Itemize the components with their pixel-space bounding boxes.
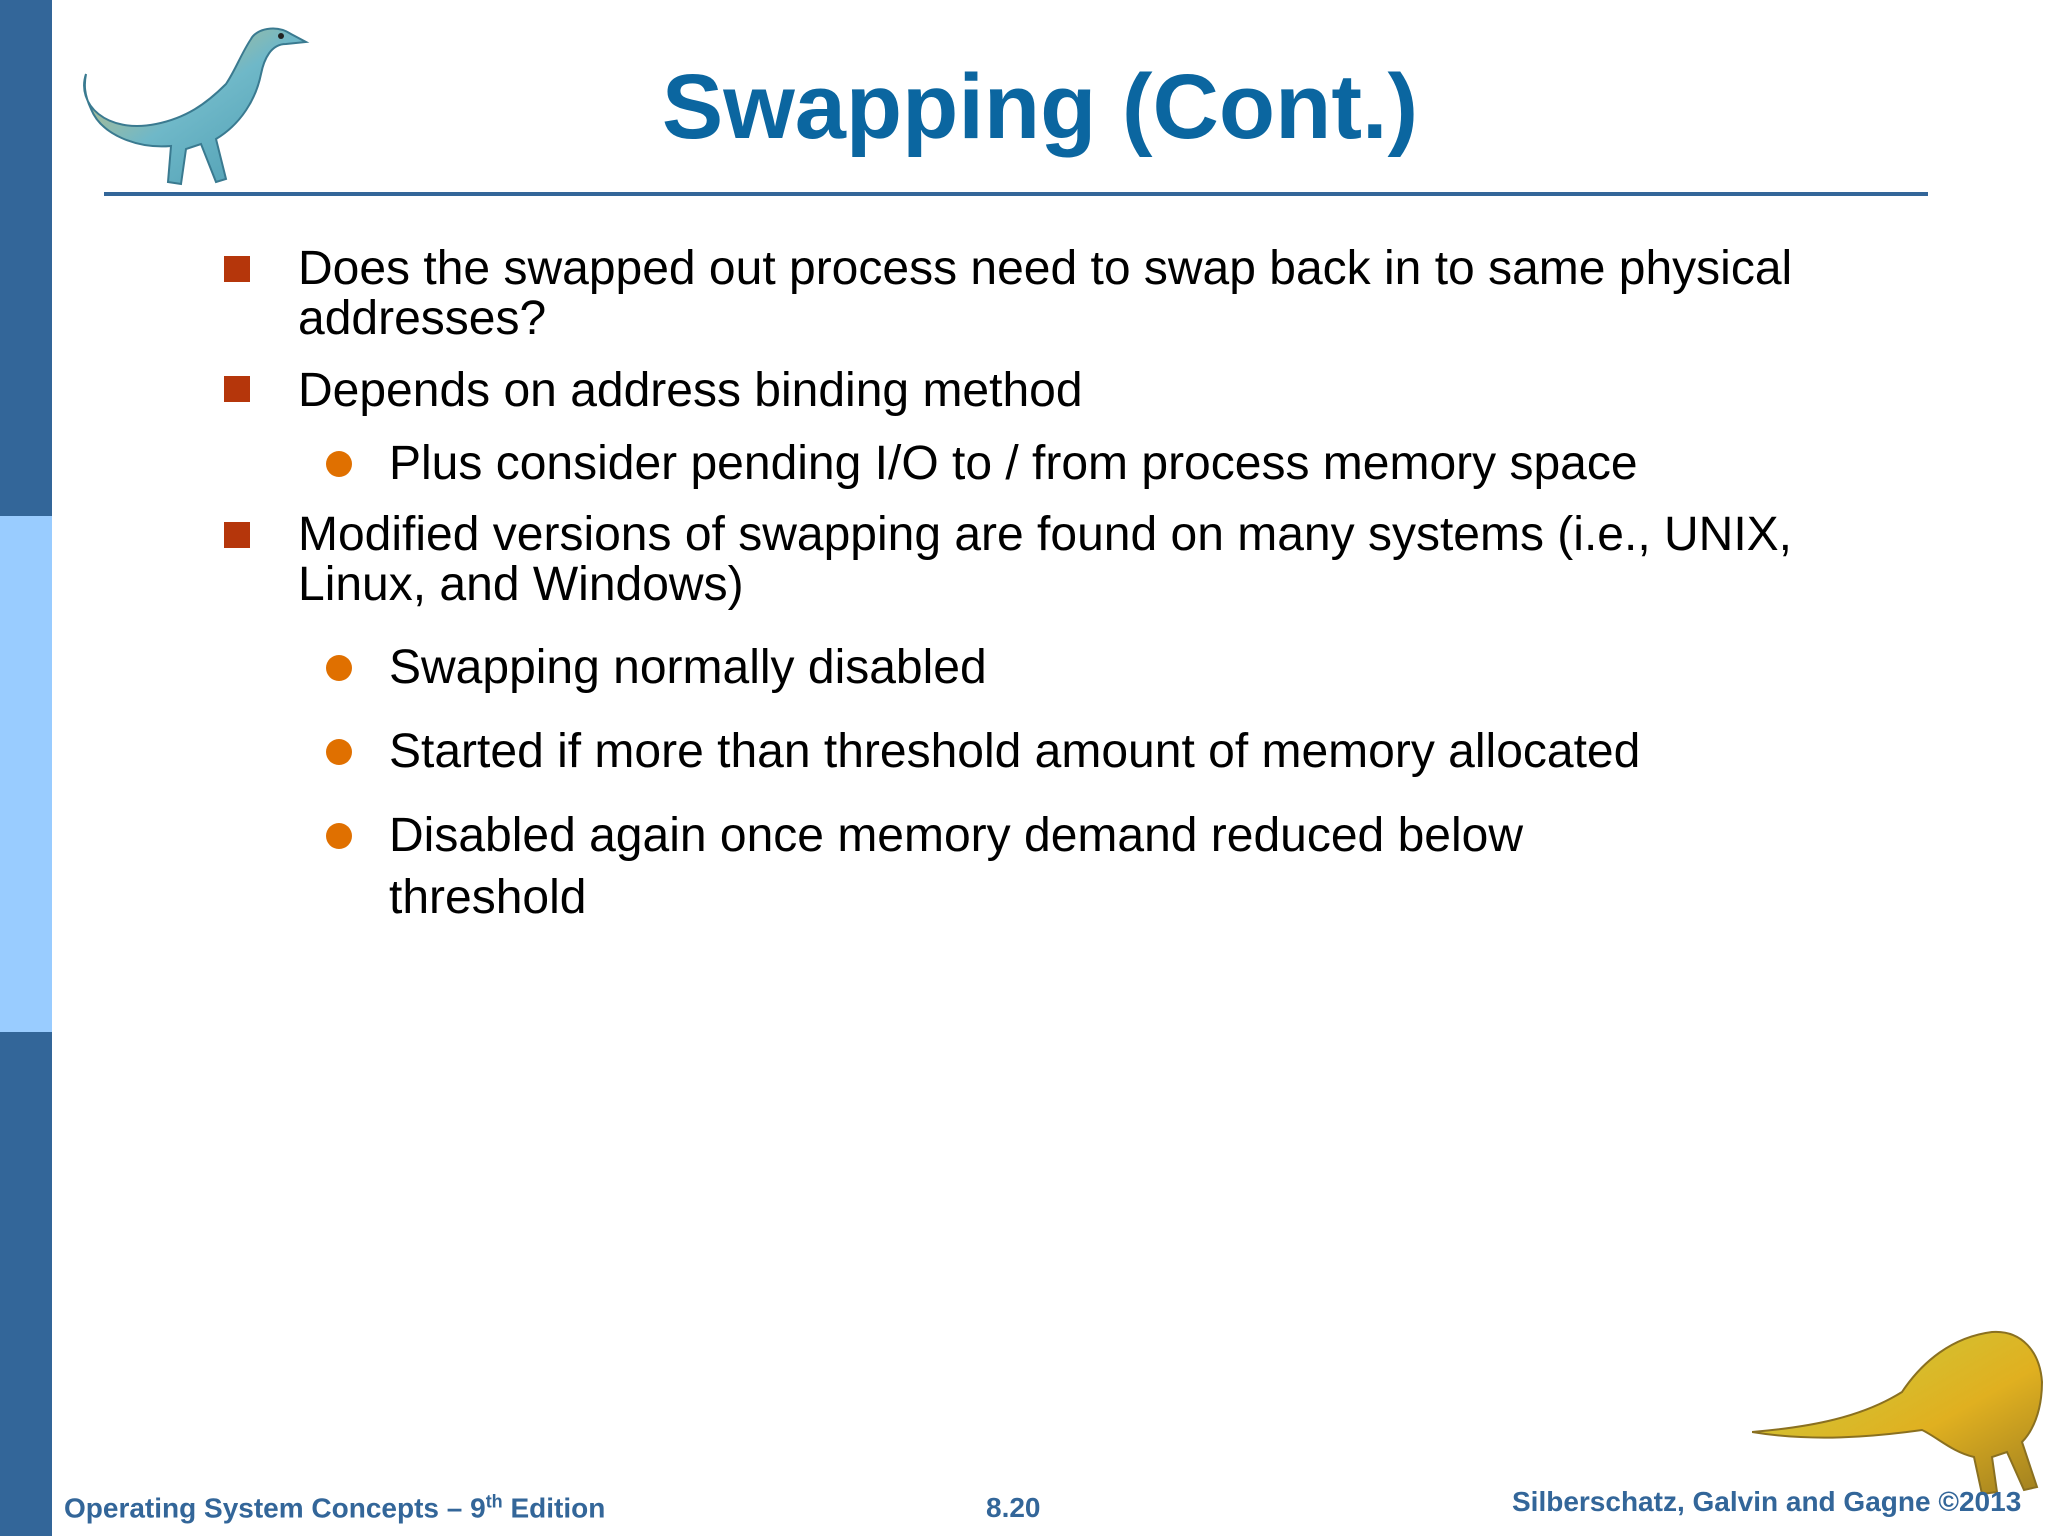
bullet-item: Depends on address binding method [298,364,1083,417]
bullet-item: Does the swapped out process need to swap back in to same physical addresses? [298,242,1793,345]
sub-bullet-item: Started if more than threshold amount of memory allocated [389,725,1641,778]
round-bullet-icon [326,739,352,765]
sub-bullet-item: Plus consider pending I/O to / from process memory space [389,437,1638,490]
sub-bullet-item: Disabled again once memory demand reduced below threshold [389,809,1523,924]
bullet-item: Modified versions of swapping are found on many systems (i.e., UNIX, Linux, and Windows) [298,508,1792,611]
sub-bullet-item: Swapping normally disabled [389,641,987,694]
square-bullet-icon [224,376,250,402]
footer-page-number: 8.20 [986,1492,1041,1523]
square-bullet-icon [224,256,250,282]
round-bullet-icon [326,451,352,477]
footer-copyright: Silberschatz, Galvin and Gagne ©2013 [1512,1486,2022,1517]
footer-book-sup: th [485,1491,503,1512]
square-bullet-icon [224,522,250,548]
round-bullet-icon [326,655,352,681]
slide-title: Swapping (Cont.) [661,56,1419,158]
round-bullet-icon [326,823,352,849]
footer-book-prefix: Operating System Concepts – 9 [64,1492,486,1524]
footer-book-suffix: Edition [502,1492,606,1524]
footer-book-title [64,1491,605,1524]
